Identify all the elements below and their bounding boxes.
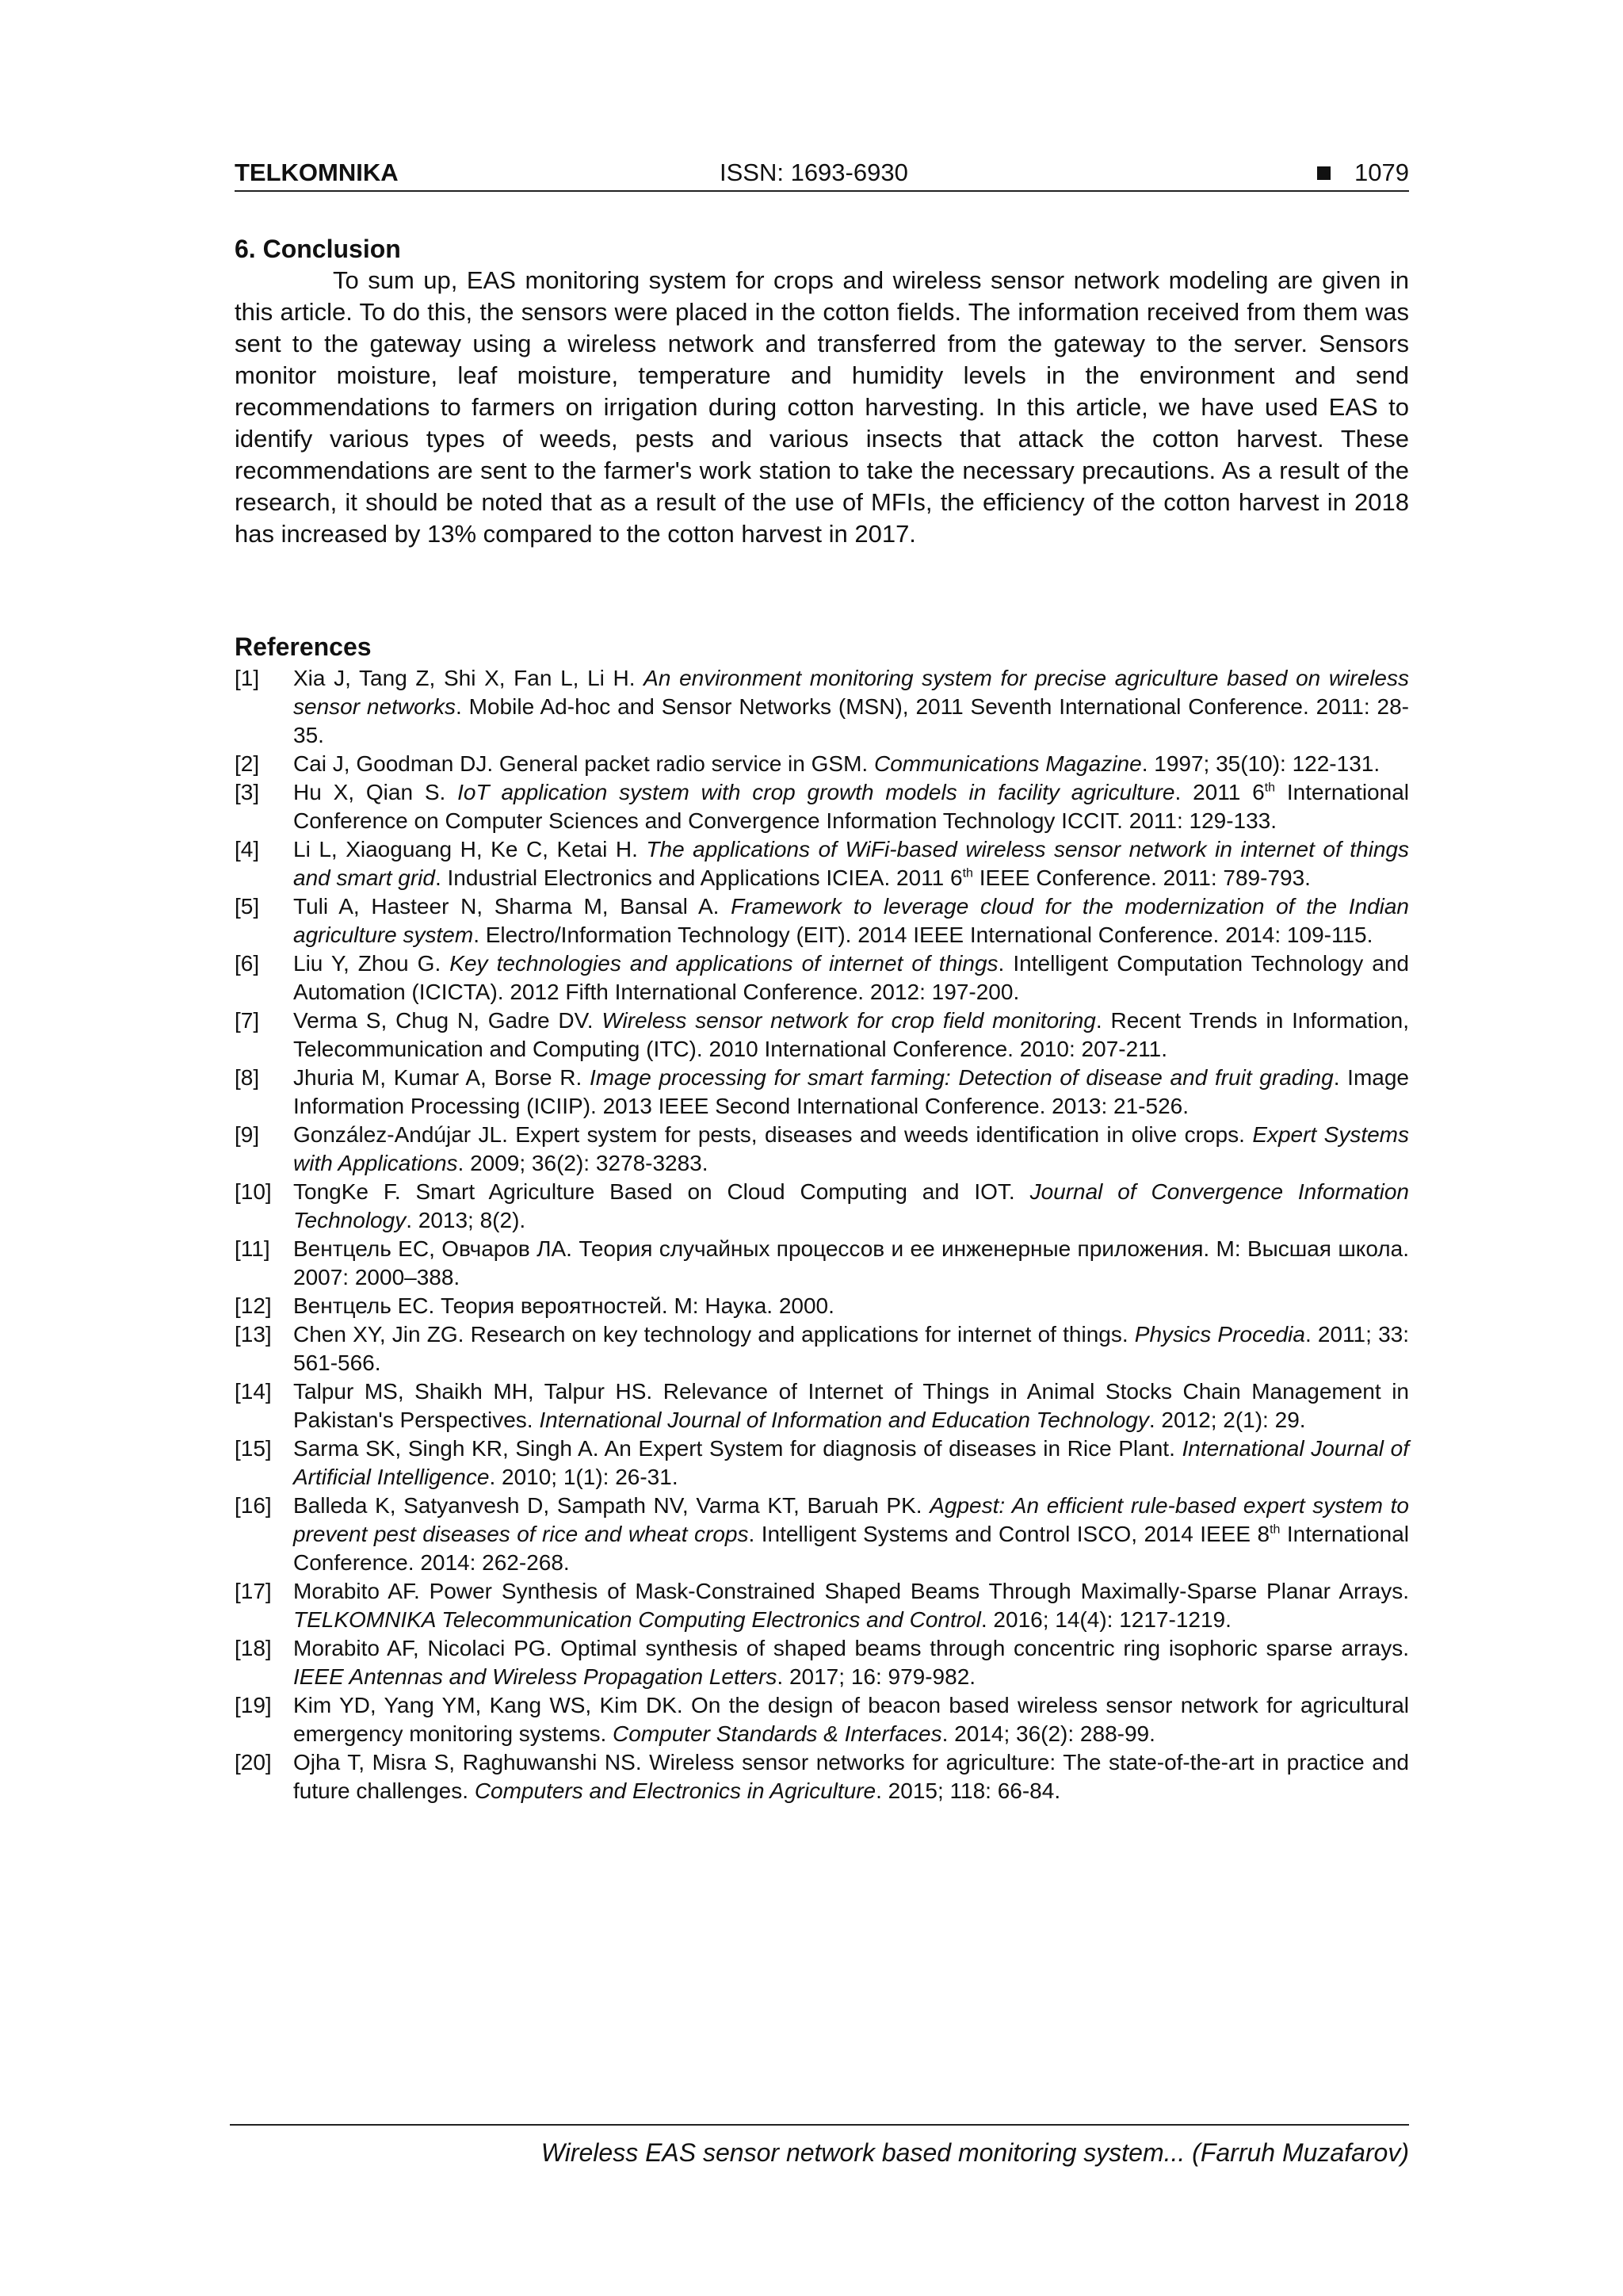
conclusion-paragraph: To sum up, EAS monitoring system for crops and wireless sensor network modeling are given in this article. To do this, the sensors were placed in the cotton fields. The information received from them was sent to the gateway using a wireless network and transferred from the gateway to the server. Sensors monitor moisture, leaf moisture, temperature and humidity levels in the environment and send recommendations to farmers on irrigation during cotton harvesting. In this article, we have used EAS to identify various types of weeds, pests and various insects that attack the cotton harvest. These recommendations are sent to the farmer's work station to take the necessary precautions. As a result of the research, it should be noted that as a result of the use of MFIs, the efficiency of the cotton harvest in 2018 has increased by 13% compared to the cotton harvest in 2017. bbox=[235, 266, 1409, 548]
reference-text: Li L, Xiaoguang H, Ke C, Ketai H. bbox=[293, 837, 647, 861]
reference-text: . 2015; 118: 66-84. bbox=[876, 1778, 1061, 1803]
reference-text: . 2017; 16: 979-982. bbox=[777, 1664, 976, 1689]
reference-text: Jhuria M, Kumar A, Borse R. bbox=[293, 1065, 590, 1090]
reference-text: . Industrial Electronics and Applications ICIEA. 2011 6 bbox=[434, 865, 963, 890]
journal-name: TELKOMNIKA bbox=[235, 159, 399, 186]
reference-item bbox=[235, 1435, 1409, 1492]
reference-text: International Conference. 2014: 262-268. bbox=[293, 1522, 1409, 1575]
reference-title-italic: Expert Systems with Applications bbox=[293, 1122, 1410, 1175]
reference-item bbox=[235, 892, 1409, 949]
reference-item bbox=[235, 1121, 1409, 1178]
reference-title-italic: IoT application system with crop growth models in facility agriculture bbox=[457, 780, 1175, 804]
reference-title-italic: Wireless sensor network for crop field monitoring bbox=[601, 1008, 1096, 1033]
reference-text: TongKe F. Smart Agriculture Based on Cloud Computing and IOT. bbox=[293, 1179, 1030, 1204]
reference-number: [18] bbox=[235, 1636, 272, 1660]
reference-title-italic: Key technologies and applications of internet of things bbox=[449, 951, 999, 976]
reference-title-italic: Communications Magazine bbox=[873, 751, 1142, 776]
reference-number: [4] bbox=[235, 837, 260, 861]
reference-text: Tuli A, Hasteer N, Sharma M, Bansal A. bbox=[293, 894, 731, 919]
reference-text: . Intelligent Computation Technology and Automation (ICICTA). 2012 Fifth International Conference. 2012: 197-200. bbox=[293, 951, 1409, 1004]
reference-title-italic: International Journal of Artificial Intelligence bbox=[293, 1436, 1409, 1489]
reference-text: Chen XY, Jin ZG. Research on key technology and applications for internet of things. bbox=[293, 1322, 1135, 1347]
reference-item bbox=[235, 1320, 1409, 1377]
reference-text: . Image Information Processing (ICIIP). 2013 IEEE Second International Conference. 2013: 21-526. bbox=[293, 1065, 1409, 1118]
reference-number: [17] bbox=[235, 1579, 272, 1603]
reference-number: [15] bbox=[235, 1436, 272, 1461]
reference-number: [1] bbox=[235, 666, 260, 690]
reference-item bbox=[235, 1634, 1409, 1691]
reference-number: [2] bbox=[235, 751, 260, 776]
reference-item bbox=[235, 1235, 1409, 1292]
reference-title-italic: Computer Standards & Interfaces bbox=[613, 1721, 942, 1746]
reference-title-italic: Image processing for smart farming: Detection of disease and fruit grading bbox=[589, 1065, 1334, 1090]
reference-item bbox=[235, 1377, 1409, 1435]
reference-text: . 2009; 36(2): 3278-3283. bbox=[457, 1151, 708, 1175]
reference-number: [19] bbox=[235, 1693, 272, 1717]
reference-item bbox=[235, 949, 1409, 1007]
reference-text: . 2014; 36(2): 288-99. bbox=[941, 1721, 1155, 1746]
reference-item bbox=[235, 1292, 1409, 1320]
reference-text: . Intelligent Systems and Control ISCO, 2014 IEEE 8 bbox=[748, 1522, 1270, 1546]
reference-text: IEEE Conference. 2011: 789-793. bbox=[972, 865, 1311, 890]
references-section bbox=[235, 631, 1409, 1805]
square-bullet-icon bbox=[1317, 166, 1331, 180]
reference-number: [7] bbox=[235, 1008, 260, 1033]
reference-title-italic: Framework to leverage cloud for the modernization of the Indian agriculture system bbox=[293, 894, 1410, 947]
reference-item bbox=[235, 664, 1409, 750]
reference-number: [6] bbox=[235, 951, 260, 976]
reference-text: González-Andújar JL. Expert system for pests, diseases and weeds identification in olive crops. bbox=[293, 1122, 1253, 1147]
reference-item bbox=[235, 778, 1409, 835]
reference-number: [16] bbox=[235, 1493, 272, 1518]
reference-item bbox=[235, 1007, 1409, 1064]
reference-number: [20] bbox=[235, 1750, 272, 1775]
issn: ISSN: 1693-6930 bbox=[720, 159, 908, 186]
reference-title-italic: The applications of WiFi-based wireless sensor network in internet of things and smart grid bbox=[293, 837, 1409, 890]
reference-item bbox=[235, 1492, 1409, 1577]
reference-text: . Mobile Ad-hoc and Sensor Networks (MSN), 2011 Seventh International Conference. 2011: 28-35. bbox=[293, 694, 1409, 747]
reference-title-italic: An environment monitoring system for precise agriculture based on wireless sensor networks bbox=[293, 666, 1409, 719]
reference-item bbox=[235, 835, 1409, 892]
reference-item bbox=[235, 1691, 1409, 1748]
reference-item bbox=[235, 750, 1409, 778]
reference-text: Sarma SK, Singh KR, Singh A. An Expert System for diagnosis of diseases in Rice Plant. bbox=[293, 1436, 1182, 1461]
reference-title-italic: Computers and Electronics in Agriculture bbox=[474, 1778, 876, 1803]
ordinal-superscript: th bbox=[1264, 781, 1276, 795]
reference-list bbox=[235, 664, 1409, 1805]
reference-text: Talpur MS, Shaikh MH, Talpur HS. Relevance of Internet of Things in Animal Stocks Chain Management in Pakistan's Perspectives. bbox=[293, 1379, 1409, 1432]
reference-text: Вентцель ЕС, Овчаров ЛА. Теория случайных процессов и ее инженерные приложения. М: Высшая школа. 2007: 2000–388. bbox=[293, 1236, 1409, 1289]
reference-text: Cai J, Goodman DJ. General packet radio service in GSM. bbox=[293, 751, 874, 776]
reference-text: Liu Y, Zhou G. bbox=[293, 951, 450, 976]
reference-text: . 2011; 33: 561-566. bbox=[293, 1322, 1409, 1375]
reference-text: Kim YD, Yang YM, Kang WS, Kim DK. On the design of beacon based wireless sensor network for agricultural emergency monitoring systems. bbox=[293, 1693, 1409, 1746]
reference-number: [9] bbox=[235, 1122, 260, 1147]
page-number: 1079 bbox=[1354, 159, 1409, 186]
reference-title-italic: Agpest: An efficient rule-based expert system to prevent pest diseases of rice and wheat crops bbox=[293, 1493, 1409, 1546]
conclusion-heading: 6. Conclusion bbox=[235, 235, 401, 263]
conclusion-section bbox=[235, 233, 1409, 550]
reference-text: Balleda K, Satyanvesh D, Sampath NV, Varma KT, Baruah PK. bbox=[293, 1493, 930, 1518]
reference-text: International Conference on Computer Sciences and Convergence Information Technology ICCIT. 2011: 129-133. bbox=[293, 780, 1409, 833]
reference-text: . 2012; 2(1): 29. bbox=[1148, 1408, 1306, 1432]
reference-number: [3] bbox=[235, 780, 260, 804]
reference-text: Ojha T, Misra S, Raghuwanshi NS. Wireless sensor networks for agriculture: The state-of-the-art in practice and future challenges. bbox=[293, 1750, 1409, 1803]
reference-text: . 2010; 1(1): 26-31. bbox=[489, 1465, 678, 1489]
reference-text: Morabito AF, Nicolaci PG. Optimal synthesis of shaped beams through concentric ring isophoric sparse arrays. bbox=[293, 1636, 1409, 1660]
running-title: Wireless EAS sensor network based monitoring system... (Farruh Muzafarov) bbox=[540, 2138, 1409, 2167]
page-header bbox=[235, 155, 1409, 192]
references-heading: References bbox=[235, 632, 372, 661]
reference-text: Hu X, Qian S. bbox=[293, 780, 458, 804]
reference-text: . 2011 6 bbox=[1174, 780, 1265, 804]
reference-text: . Recent Trends in Information, Telecommunication and Computing (ITC). 2010 International Conference. 2010: 207-211. bbox=[293, 1008, 1409, 1061]
reference-title-italic: Physics Procedia bbox=[1134, 1322, 1305, 1347]
reference-text: Вентцель ЕС. Теория вероятностей. М: Наука. 2000. bbox=[293, 1293, 834, 1318]
reference-item bbox=[235, 1178, 1409, 1235]
ordinal-superscript: th bbox=[962, 866, 973, 881]
reference-text: Xia J, Tang Z, Shi X, Fan L, Li H. bbox=[293, 666, 644, 690]
ordinal-superscript: th bbox=[1270, 1522, 1281, 1537]
reference-item bbox=[235, 1064, 1409, 1121]
reference-number: [14] bbox=[235, 1379, 272, 1404]
page-footer bbox=[230, 2124, 1409, 2170]
reference-text: . 2013; 8(2). bbox=[406, 1208, 526, 1232]
reference-number: [13] bbox=[235, 1322, 272, 1347]
reference-item bbox=[235, 1577, 1409, 1634]
reference-number: [10] bbox=[235, 1179, 272, 1204]
reference-text: . 1997; 35(10): 122-131. bbox=[1141, 751, 1381, 776]
reference-title-italic: IEEE Antennas and Wireless Propagation Letters bbox=[293, 1664, 777, 1689]
reference-number: [11] bbox=[235, 1236, 270, 1261]
reference-text: . Electro/Information Technology (EIT). 2014 IEEE International Conference. 2014: 109-115. bbox=[473, 923, 1373, 947]
reference-title-italic: Journal of Convergence Information Technology bbox=[293, 1179, 1409, 1232]
reference-number: [5] bbox=[235, 894, 260, 919]
reference-item bbox=[235, 1748, 1409, 1805]
reference-text: Verma S, Chug N, Gadre DV. bbox=[293, 1008, 602, 1033]
reference-text: Morabito AF. Power Synthesis of Mask-Constrained Shaped Beams Through Maximally-Sparse Planar Arrays. bbox=[293, 1579, 1409, 1603]
reference-number: [8] bbox=[235, 1065, 260, 1090]
reference-title-italic: International Journal of Information and Education Technology bbox=[539, 1408, 1149, 1432]
reference-title-italic: TELKOMNIKA Telecommunication Computing Electronics and Control bbox=[293, 1607, 981, 1632]
page-number-block bbox=[1317, 155, 1409, 190]
reference-number: [12] bbox=[235, 1293, 272, 1318]
reference-text: . 2016; 14(4): 1217-1219. bbox=[980, 1607, 1232, 1632]
